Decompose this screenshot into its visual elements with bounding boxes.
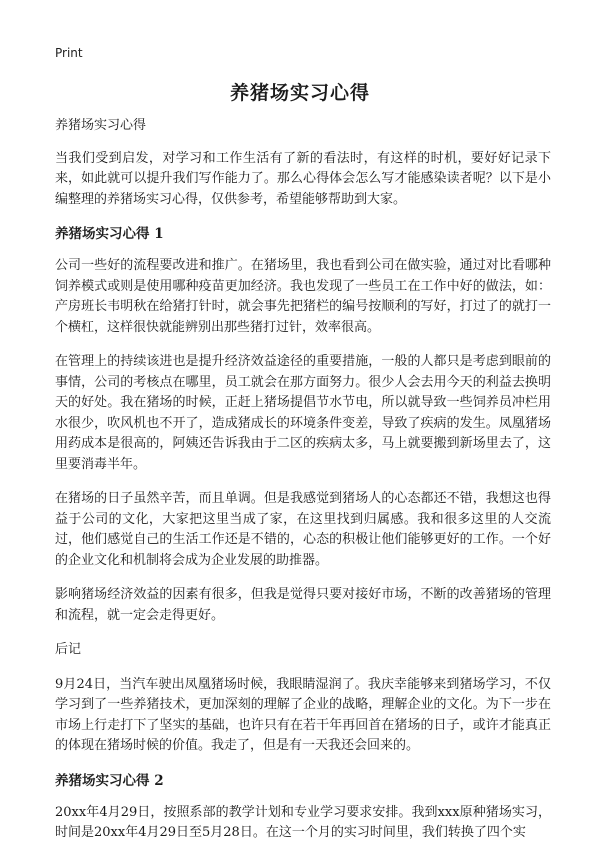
article-subtitle: 养猪场实习心得 [55,118,147,133]
paragraph: 在管理上的持续该进也是提升经济效益途径的重要措施，一般的人都只是考虑到眼前的事情，公司的考核点在哪里，员工就会在那方面努力。很少人会去用今天的利益去换明天的好处。我在猪场的时候，正赶上猪场提倡节水节电，所以就导致一些饲养员冲栏用水很少，吹风机也不开了，造成猪成长的环境条件变差，导致了疾病的发生。凤凰猪场用药成本是很高的，阿姨还告诉我由于二区的疾病太多，马上就要搬到新场里去了，这里要消毒半年。 [55,354,551,472]
page-title: 养猪场实习心得 [229,82,370,104]
paragraph: 公司一些好的流程要改进和推广。在猪场里，我也看到公司在做实验，通过对比看哪种饲养模式或则是使用哪种疫苗更加经济。我也发现了一些员工在工作中好的做法，如：产房班长韦明秋在给猪打针时，就会事先把猪栏的编号按顺利的写好，打过了的就打一个横杠，这样很快就能辨别出那些猪打过针，效率很高。 [55,258,551,335]
paragraph: 9月24日，当汽车驶出凤凰猪场时候，我眼睛湿润了。我庆幸能够来到猪场学习，不仅学习到了一些养猪技术，更加深刻的理解了企业的战略，理解企业的文化。为下一步在市场上行走打下了坚实的基础，也许只有在若干年再回首在猪场的日子，或许才能真正的体现在猪场时候的价值。我走了，但是有一天我还会回来的。 [55,676,551,753]
intro-paragraph: 当我们受到启发，对学习和工作生活有了新的看法时，有这样的时机，要好好记录下来，如此就可以提升我们写作能力了。那么心得体会怎么写才能感染读者呢？以下是小编整理的养猪场实习心得，仅供参考，希望能够帮助到大家。 [55,150,551,207]
section-heading-1: 养猪场实习心得 1 [55,226,164,242]
print-link[interactable]: Print [55,46,83,60]
paragraph: 在猪场的日子虽然辛苦，而且单调。但是我感觉到猪场人的心态都还不错，我想这也得益于公司的文化，大家把这里当成了家，在这里找到归属感。我和很多这里的人交流过，他们感觉自己的生活工作还是不错的，心态的积极让他们能够更好的工作。一个好的企业文化和机制将会成为企业发展的助推器。 [55,491,551,568]
paragraph: 影响猪场经济效益的因素有很多，但我是觉得只要对接好市场，不断的改善猪场的管理和流程，就一定会走得更好。 [55,587,551,623]
article-body [55,116,551,858]
paragraph: 20xx年4月29日，按照系部的教学计划和专业学习要求安排。我到xxx原种猪场实习，时间是20xx年4月29日至5月28日。在这一个月的实习时间里，我们转换了四个实 [55,804,551,840]
afterword-label: 后记 [55,642,82,657]
section-heading-2: 养猪场实习心得 2 [55,772,164,789]
